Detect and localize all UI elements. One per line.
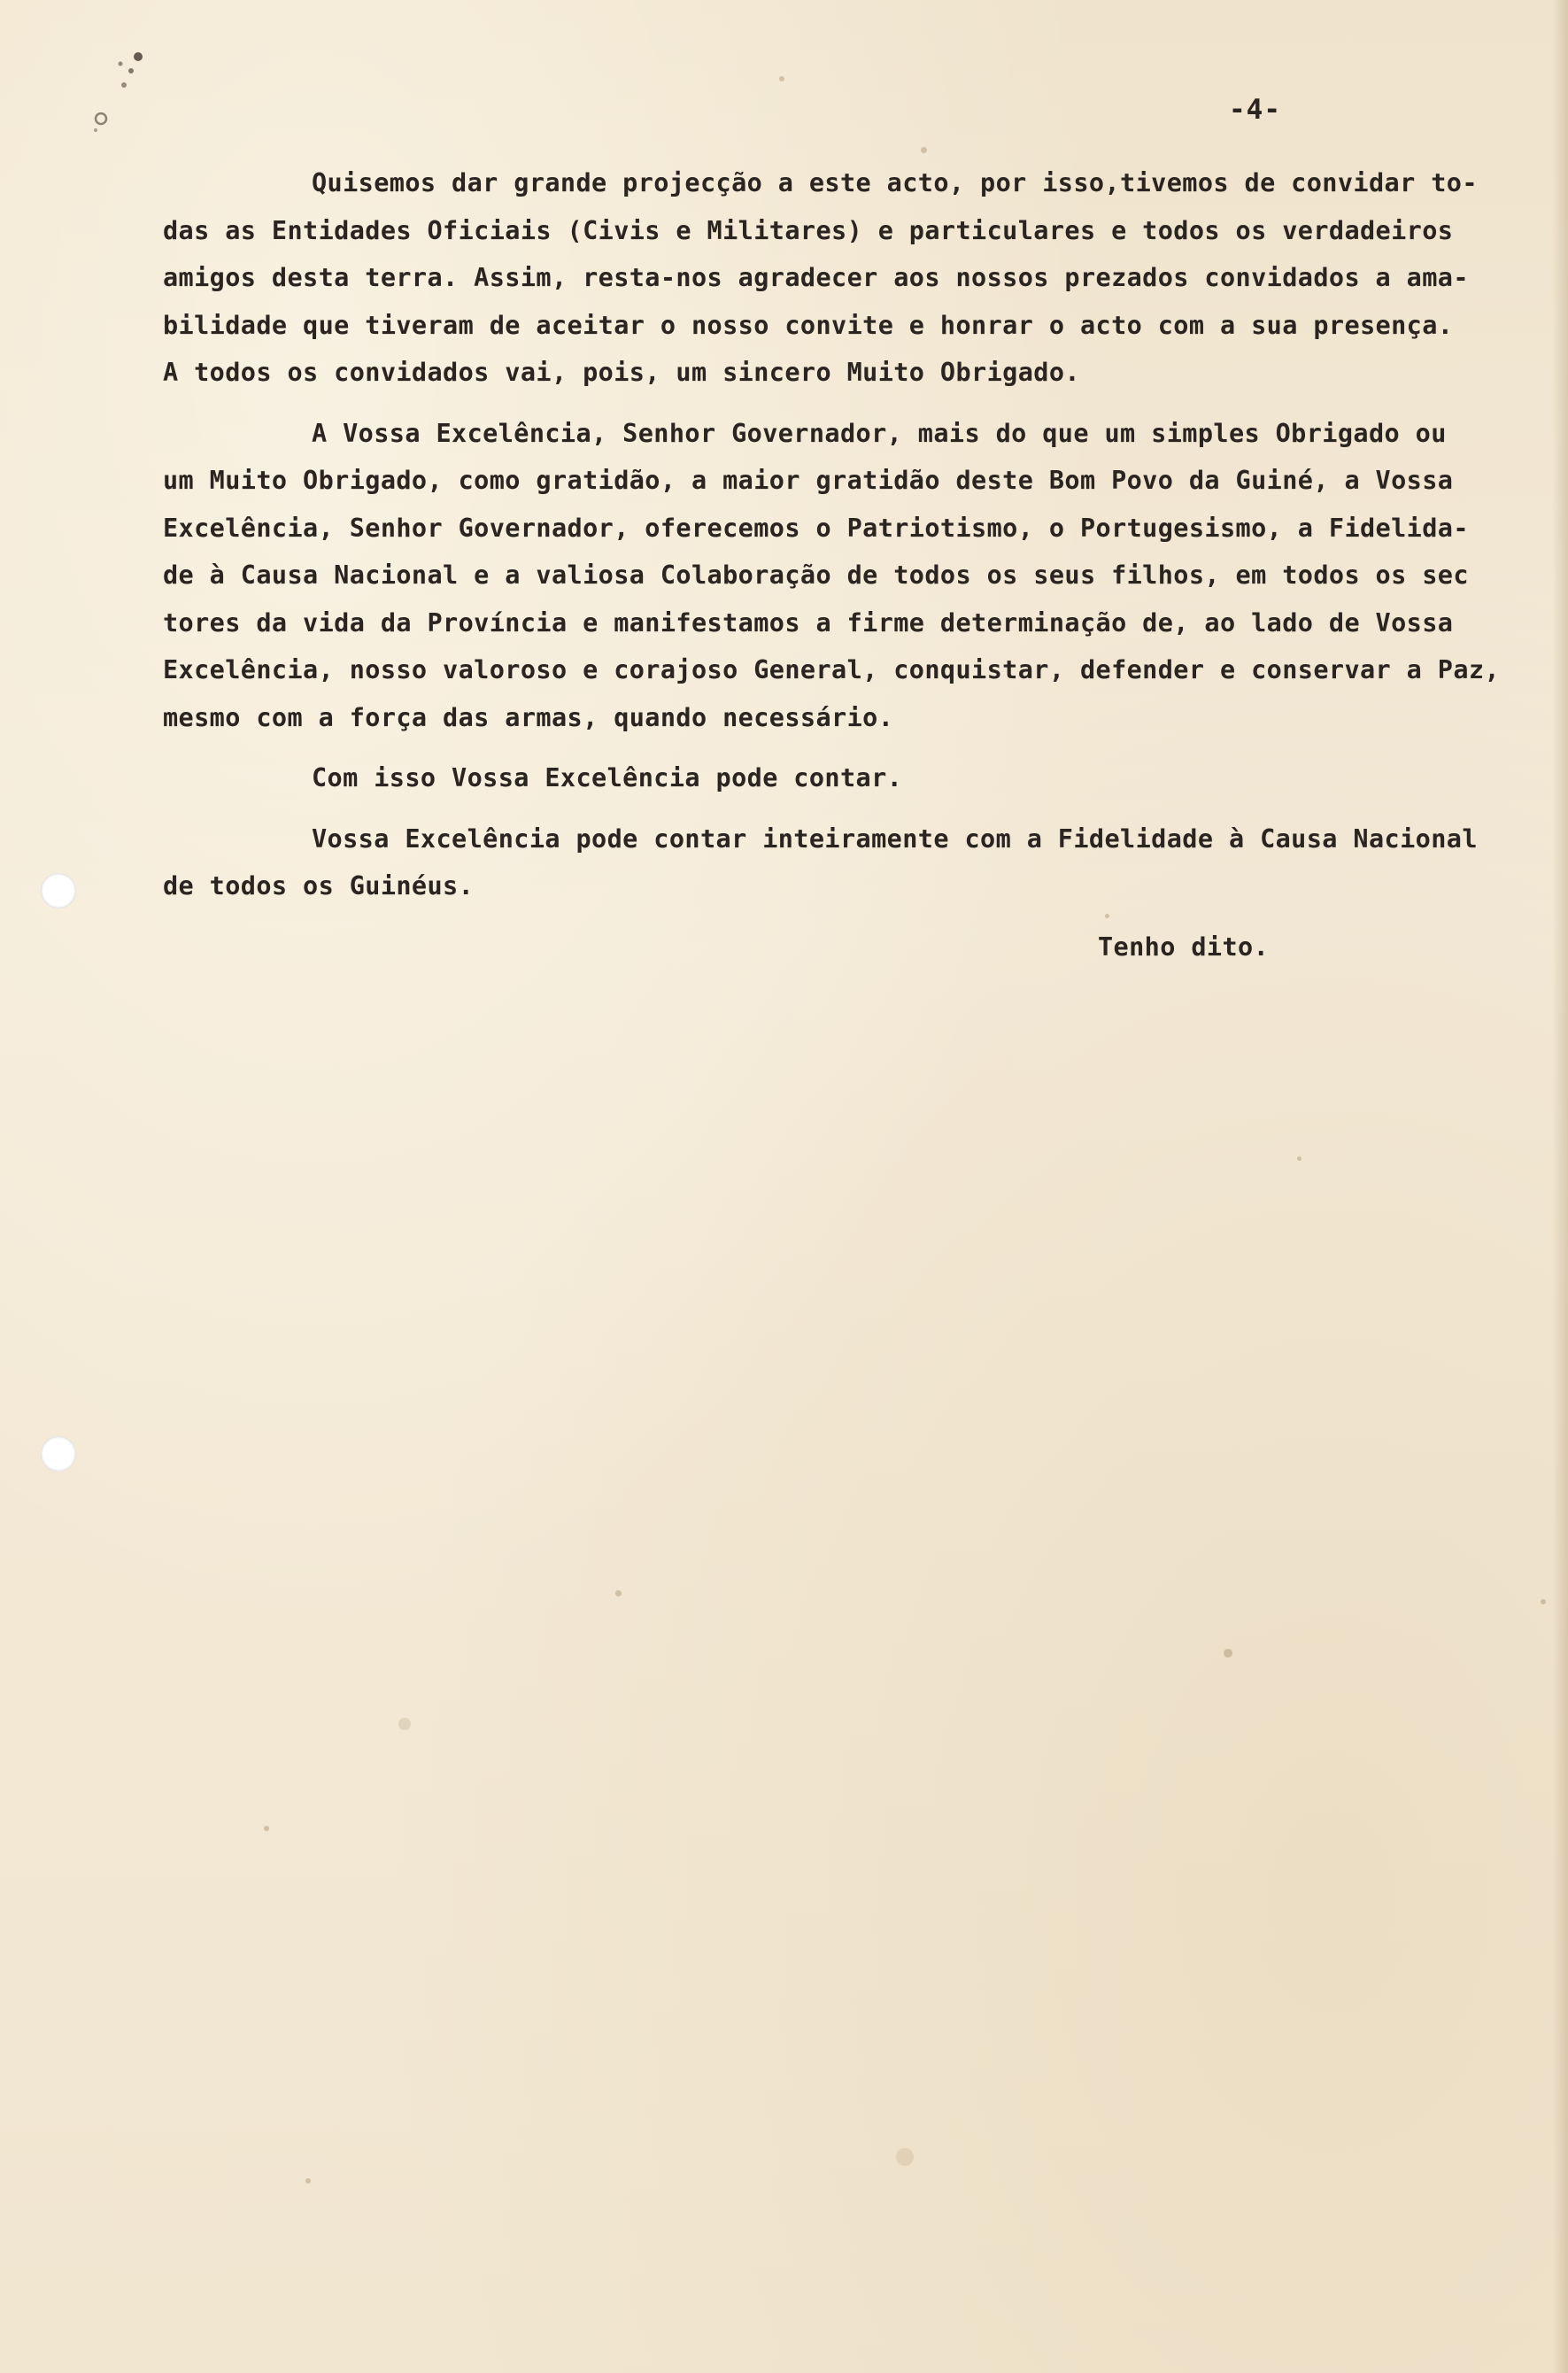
text-line: de à Causa Nacional e a valiosa Colaboração de todos os seus filhos, em todos os sec xyxy=(163,560,1469,590)
text-line: amigos desta terra. Assim, resta-nos agradecer aos nossos prezados convidados a ama- xyxy=(163,263,1469,292)
text-line: tores da vida da Província e manifestamos a firme determinação de, ao lado de Vossa xyxy=(163,607,1454,638)
page-number: -4- xyxy=(1229,94,1281,126)
paper-speck xyxy=(921,147,927,153)
paper-speck xyxy=(1541,1599,1546,1604)
punch-hole-lower xyxy=(41,1436,76,1472)
text-line: de todos os Guinéus. xyxy=(163,871,475,901)
paragraph-1 xyxy=(163,159,1478,397)
text-line: Excelência, nosso valoroso e corajoso General, conquistar, defender e conservar a Paz, xyxy=(163,655,1501,684)
paper-speck xyxy=(1224,1649,1232,1658)
paper-speck xyxy=(264,1826,269,1831)
text-line: Com isso Vossa Excelência pode contar. xyxy=(312,763,903,792)
text-line: A Vossa Excelência, Senhor Governador, mais do que um simples Obrigado ou xyxy=(312,418,1447,448)
paper-speck xyxy=(779,76,784,81)
text-line: mesmo com a força das armas, quando necessário. xyxy=(163,702,894,732)
paper-edge-shadow xyxy=(1552,0,1568,2373)
letter-body xyxy=(163,159,1501,970)
paragraph-2 xyxy=(163,410,1501,742)
text-line: Excelência, Senhor Governador, oferecemos o Patriotismo, o Portugesismo, a Fidelida- xyxy=(163,513,1469,543)
ink-blot-mark xyxy=(85,46,147,143)
punch-hole-upper xyxy=(41,873,76,908)
paper-speck xyxy=(398,1718,411,1730)
text-line: Vossa Excelência pode contar inteiramente com a Fidelidade à Causa Nacional xyxy=(312,823,1478,854)
paper-speck xyxy=(896,2148,914,2166)
paper-speck xyxy=(1297,1156,1302,1161)
text-line: bilidade que tiveram de aceitar o nosso convite e honrar o acto com a sua presença. xyxy=(163,310,1454,340)
text-line: Quisemos dar grande projecção a este acto, por isso,tivemos de convidar to- xyxy=(312,168,1478,197)
paper-speck xyxy=(305,2178,311,2184)
paragraph-3 xyxy=(163,754,1438,802)
text-line: um Muito Obrigado, como gratidão, a maior gratidão deste Bom Povo da Guiné, a Vossa xyxy=(163,466,1454,495)
paragraph-4 xyxy=(163,815,1478,910)
paper-speck xyxy=(615,1590,622,1596)
text-line: A todos os convidados vai, pois, um sincero Muito Obrigado. xyxy=(163,358,1080,387)
signoff: Tenho dito. xyxy=(1098,931,1270,962)
text-line: das as Entidades Oficiais (Civis e Militares) e particulares e todos os verdadeiros xyxy=(163,215,1454,245)
